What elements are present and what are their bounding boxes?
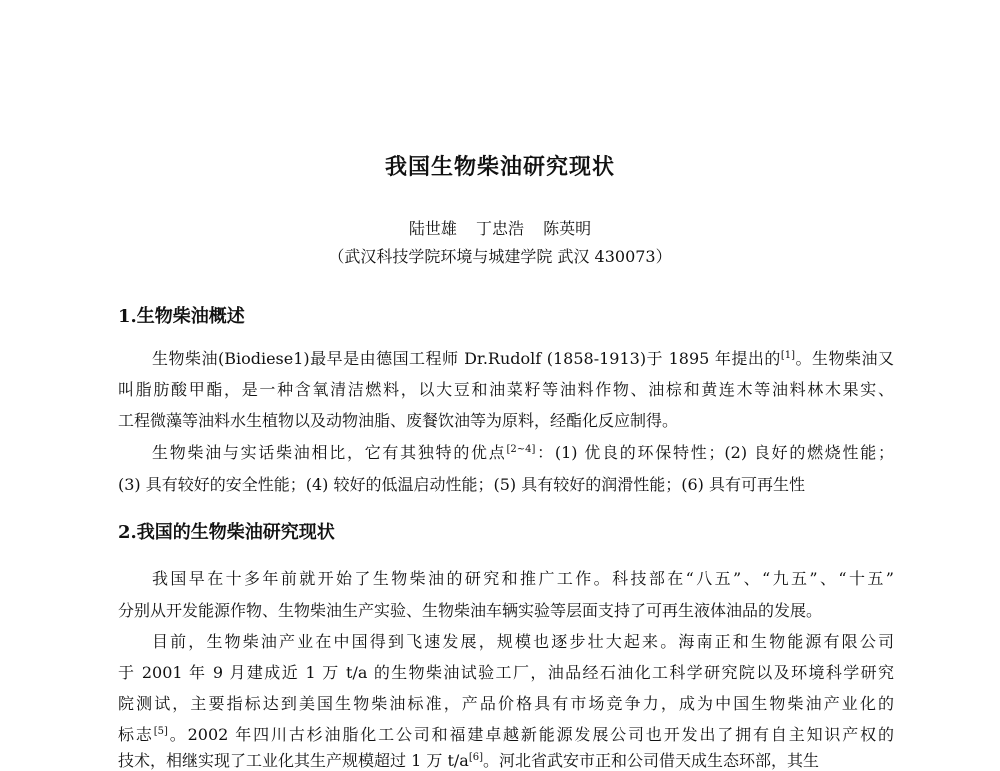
text-run: 生物柴油与实话柴油相比，它有其独特的优点 <box>152 443 507 462</box>
citation-ref: [1] <box>780 350 796 361</box>
text-run: 技术，相继实现了工业化其生产规模超过 1 万 t/a <box>118 751 469 770</box>
section-2-heading: 2.我国的生物柴油研究现状 <box>118 522 335 543</box>
paragraph-line <box>152 346 894 369</box>
paragraph-line: 目前，生物柴油产业在中国得到飞速发展，规模也逐步壮大起来。海南正和生物能源有限公司 <box>152 632 894 651</box>
paragraph-line <box>152 440 894 463</box>
text-run: 生物柴油(Biodiese1)最早是由德国工程师 Dr.Rudolf (1858-1913)于 1895 年提出的 <box>152 349 781 368</box>
section-1-heading: 1.生物柴油概述 <box>118 306 245 327</box>
text-run: 。河北省武安市正和公司借天成生态环部，其生 <box>482 751 819 770</box>
paragraph-line: 分别从开发能源作物、生物柴油生产实验、生物柴油车辆实验等层面支持了可再生液体油品的发展。 <box>118 601 823 620</box>
paragraph-line: 叫脂肪酸甲酯，是一种含氧清洁燃料，以大豆和油菜籽等油料作物、油棕和黄连木等油料林木果实、 <box>118 380 894 399</box>
text-run: 。生物柴油又 <box>795 349 894 368</box>
paragraph-line: 我国早在十多年前就开始了生物柴油的研究和推广工作。科技部在“八五”、“九五”、“十五” <box>152 569 894 588</box>
paragraph-line: 院测试，主要指标达到美国生物柴油标准，产品价格具有市场竞争力，成为中国生物柴油产业化的 <box>118 694 894 713</box>
text-run: 。2002 年四川古杉油脂化工公司和福建卓越新能源发展公司也开发出了拥有自主知识产权的 <box>167 725 894 744</box>
citation-ref: [6] <box>468 752 483 763</box>
paragraph-line-cut-off <box>118 748 894 770</box>
paragraph-line <box>118 722 894 745</box>
paper-title: 我国生物柴油研究现状 <box>384 154 615 180</box>
paragraph-line: 于 2001 年 9 月建成近 1 万 t/a 的生物柴油试验工厂，油品经石油化工科学研究院以及环境科学研究 <box>118 663 894 682</box>
text-run: 标志 <box>118 725 154 744</box>
paragraph-line: 工程微藻等油料水生植物以及动物油脂、废餐饮油等为原料，经酯化反应制得。 <box>118 411 679 430</box>
paragraph-line: (3) 具有较好的安全性能；(4) 较好的低温启动性能；(5) 具有较好的润滑性能；(6) 具有可再生性 <box>118 475 806 494</box>
author-list: 陆世雄 丁忠浩 陈英明 <box>408 219 592 238</box>
affiliation: （武汉科技学院环境与城建学院 武汉 430073） <box>328 247 672 266</box>
text-run: ：(1) 优良的环保特性；(2) 良好的燃烧性能； <box>535 443 894 462</box>
citation-ref: [5] <box>153 726 168 737</box>
citation-ref: [2~4] <box>506 444 536 455</box>
